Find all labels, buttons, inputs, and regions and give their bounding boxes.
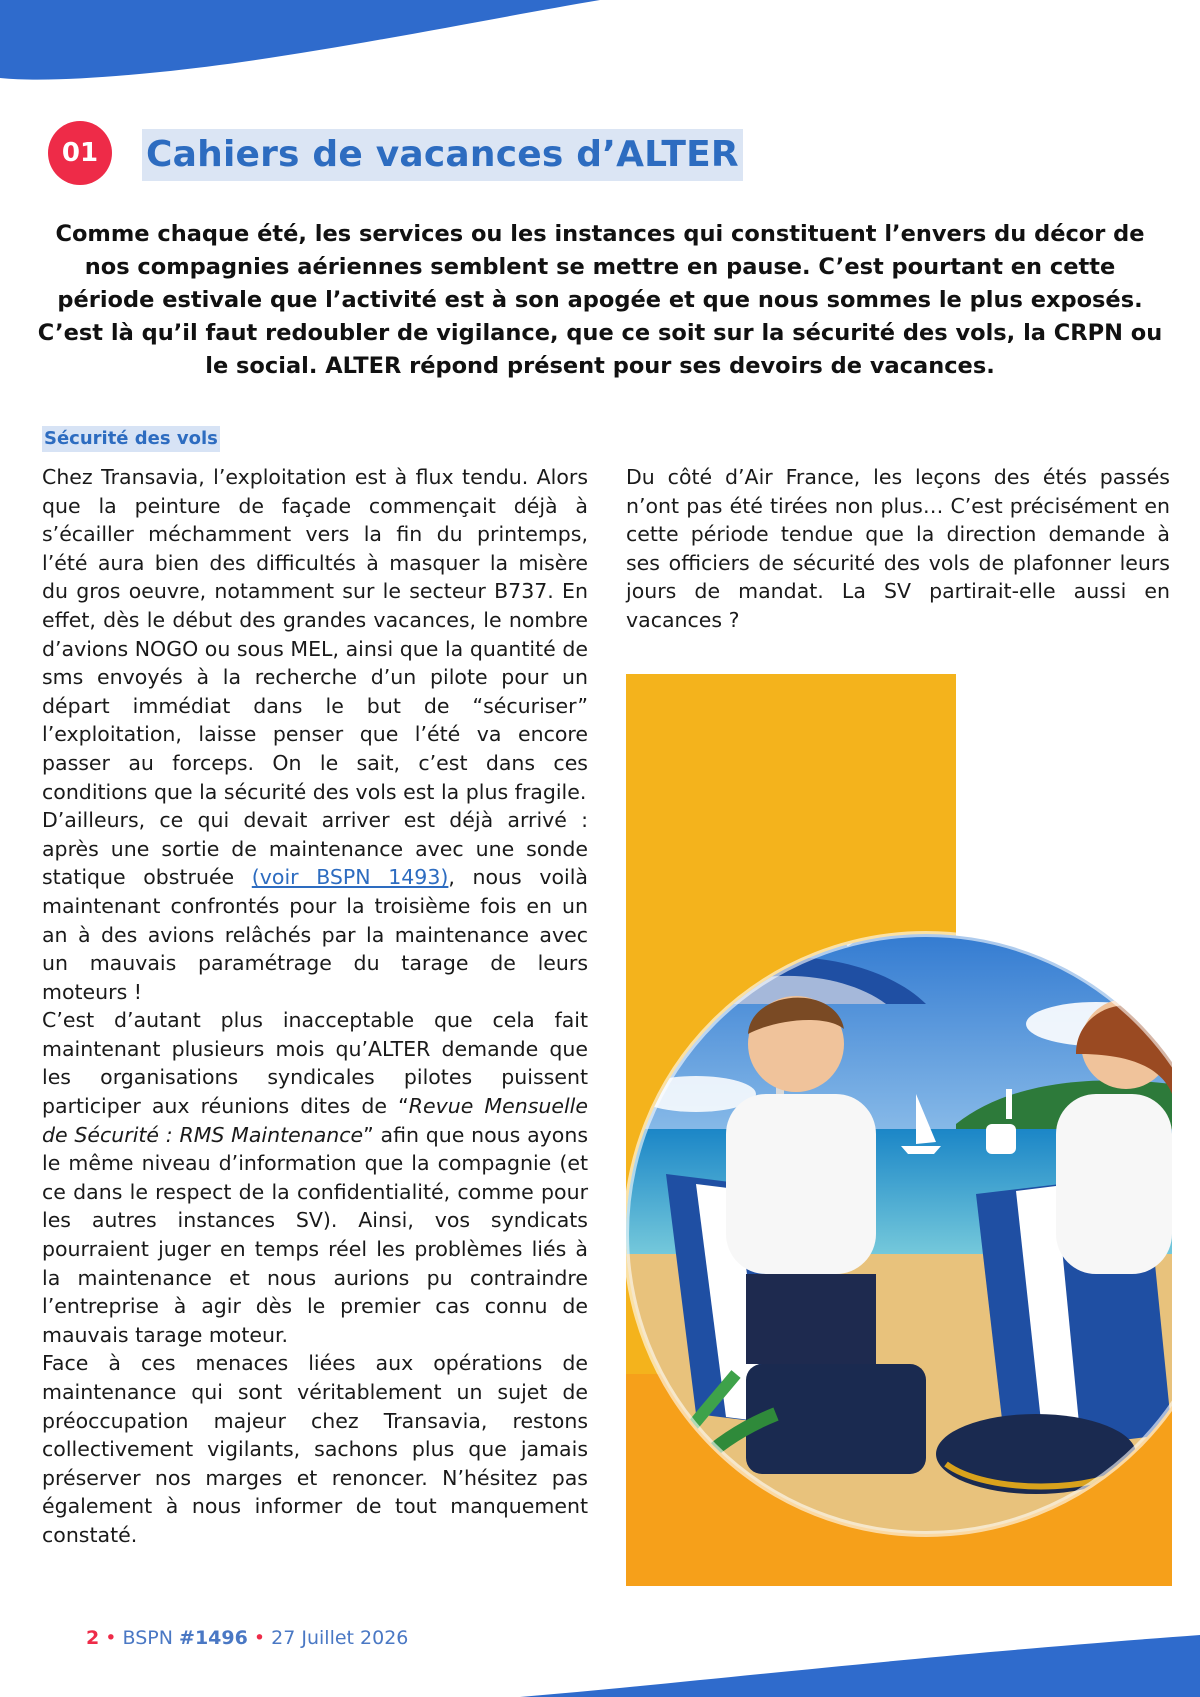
page-footer [86,1627,408,1649]
paragraph-text: D’ailleurs, ce qui devait arriver est déjà arrivé : après une sortie de maintenance avec une sonde statique obstruée [42,808,588,890]
separator: • [253,1627,266,1649]
publication-date: 27 Juillet 2026 [271,1627,409,1649]
pilots-on-beach-illustration [626,674,1172,1586]
right-column [626,463,1170,635]
left-column [42,463,588,1550]
top-wave-decoration [0,0,600,90]
paragraph-rms [42,1006,588,1349]
issue-number: #1496 [179,1627,248,1649]
separator: • [105,1627,117,1649]
subheading-securite-des-vols: Sécurité des vols [42,426,220,452]
page-number: 2 [86,1627,100,1649]
paragraph-maintenance [42,806,588,1006]
paragraph-text: C’est d’autant plus inacceptable que cela fait maintenant plusieurs mois qu’ALTER demande que les organisations syndicales pilotes puissent participer aux réunions dites de “ [42,1008,588,1119]
bspn-1493-link[interactable]: (voir BSPN 1493) [251,865,449,890]
paragraph-text: ” afin que nous ayons le même niveau d’information que la compagnie (et ce dans le respect de la confidentialité, comme pour les autres instances SV). Ainsi, vos syndicats pourraient juger en temps réel les problèmes liés à la maintenance et nous aurions pu contraindre l’entreprise à agir dès le premier cas connu de mauvais tarage moteur. [42,1122,588,1347]
rms-italic-text: Revue Mensuelle de Sécurité : RMS Maintenance [42,1094,588,1147]
paragraph-transavia: Chez Transavia, l’exploitation est à flux tendu. Alors que la peinture de façade commençait déjà à s’écailler méchamment vers la fin du printemps, l’été aura bien des difficultés à masquer la misère du gros oeuvre, notamment sur le secteur B737. En effet, dès le début des grandes vacances, le nombre d’avions NOGO ou sous MEL, ainsi que la quantité de sms envoyés à la recherche d’un pilote pour un départ immédiat dans le but de “sécuriser” l’exploitation, laisse penser que l’été va encore passer au forceps. On le sait, c’est dans ces conditions que la sécurité des vols est la plus fragile. [42,465,588,804]
intro-paragraph: Comme chaque été, les services ou les instances qui constituent l’envers du décor de nos compagnies aériennes semblent se mettre en pause. C’est pourtant en cette période estivale que l’activité est à son apogée et que nous sommes le plus exposés. C’est là qu’il faut redoubler de vigilance, que ce soit sur la sécurité des vols, la CRPN ou le social. ALTER répond présent pour ses devoirs de vacances. [37,221,1163,379]
section-title: Cahiers de vacances d’ALTER [142,129,743,181]
paragraph-air-france: Du côté d’Air France, les leçons des étés passés n’ont pas été tirées non plus… C’est précisément en cette période tendue que la direction demande à ses officiers de sécurité des vols de plafonner leurs jours de mandat. La SV partirait-elle aussi en vacances ? [626,465,1170,632]
paragraph-vigilance: Face à ces menaces liées aux opérations de maintenance qui sont véritablement un sujet de préoccupation majeur chez Transavia, restons collectivement vigilants, sachons plus que jamais préserver nos marges et renoncer. N’hésitez pas également à nous informer de tout manquement constaté. [42,1351,588,1547]
publication-name: BSPN [122,1627,173,1649]
section-number-badge: 01 [48,121,112,185]
paragraph-text: , nous voilà maintenant confrontés pour la troisième fois en un an à des avions relâchés par la maintenance avec un mauvais paramétrage du tarage de leurs moteurs ! [42,865,588,1004]
